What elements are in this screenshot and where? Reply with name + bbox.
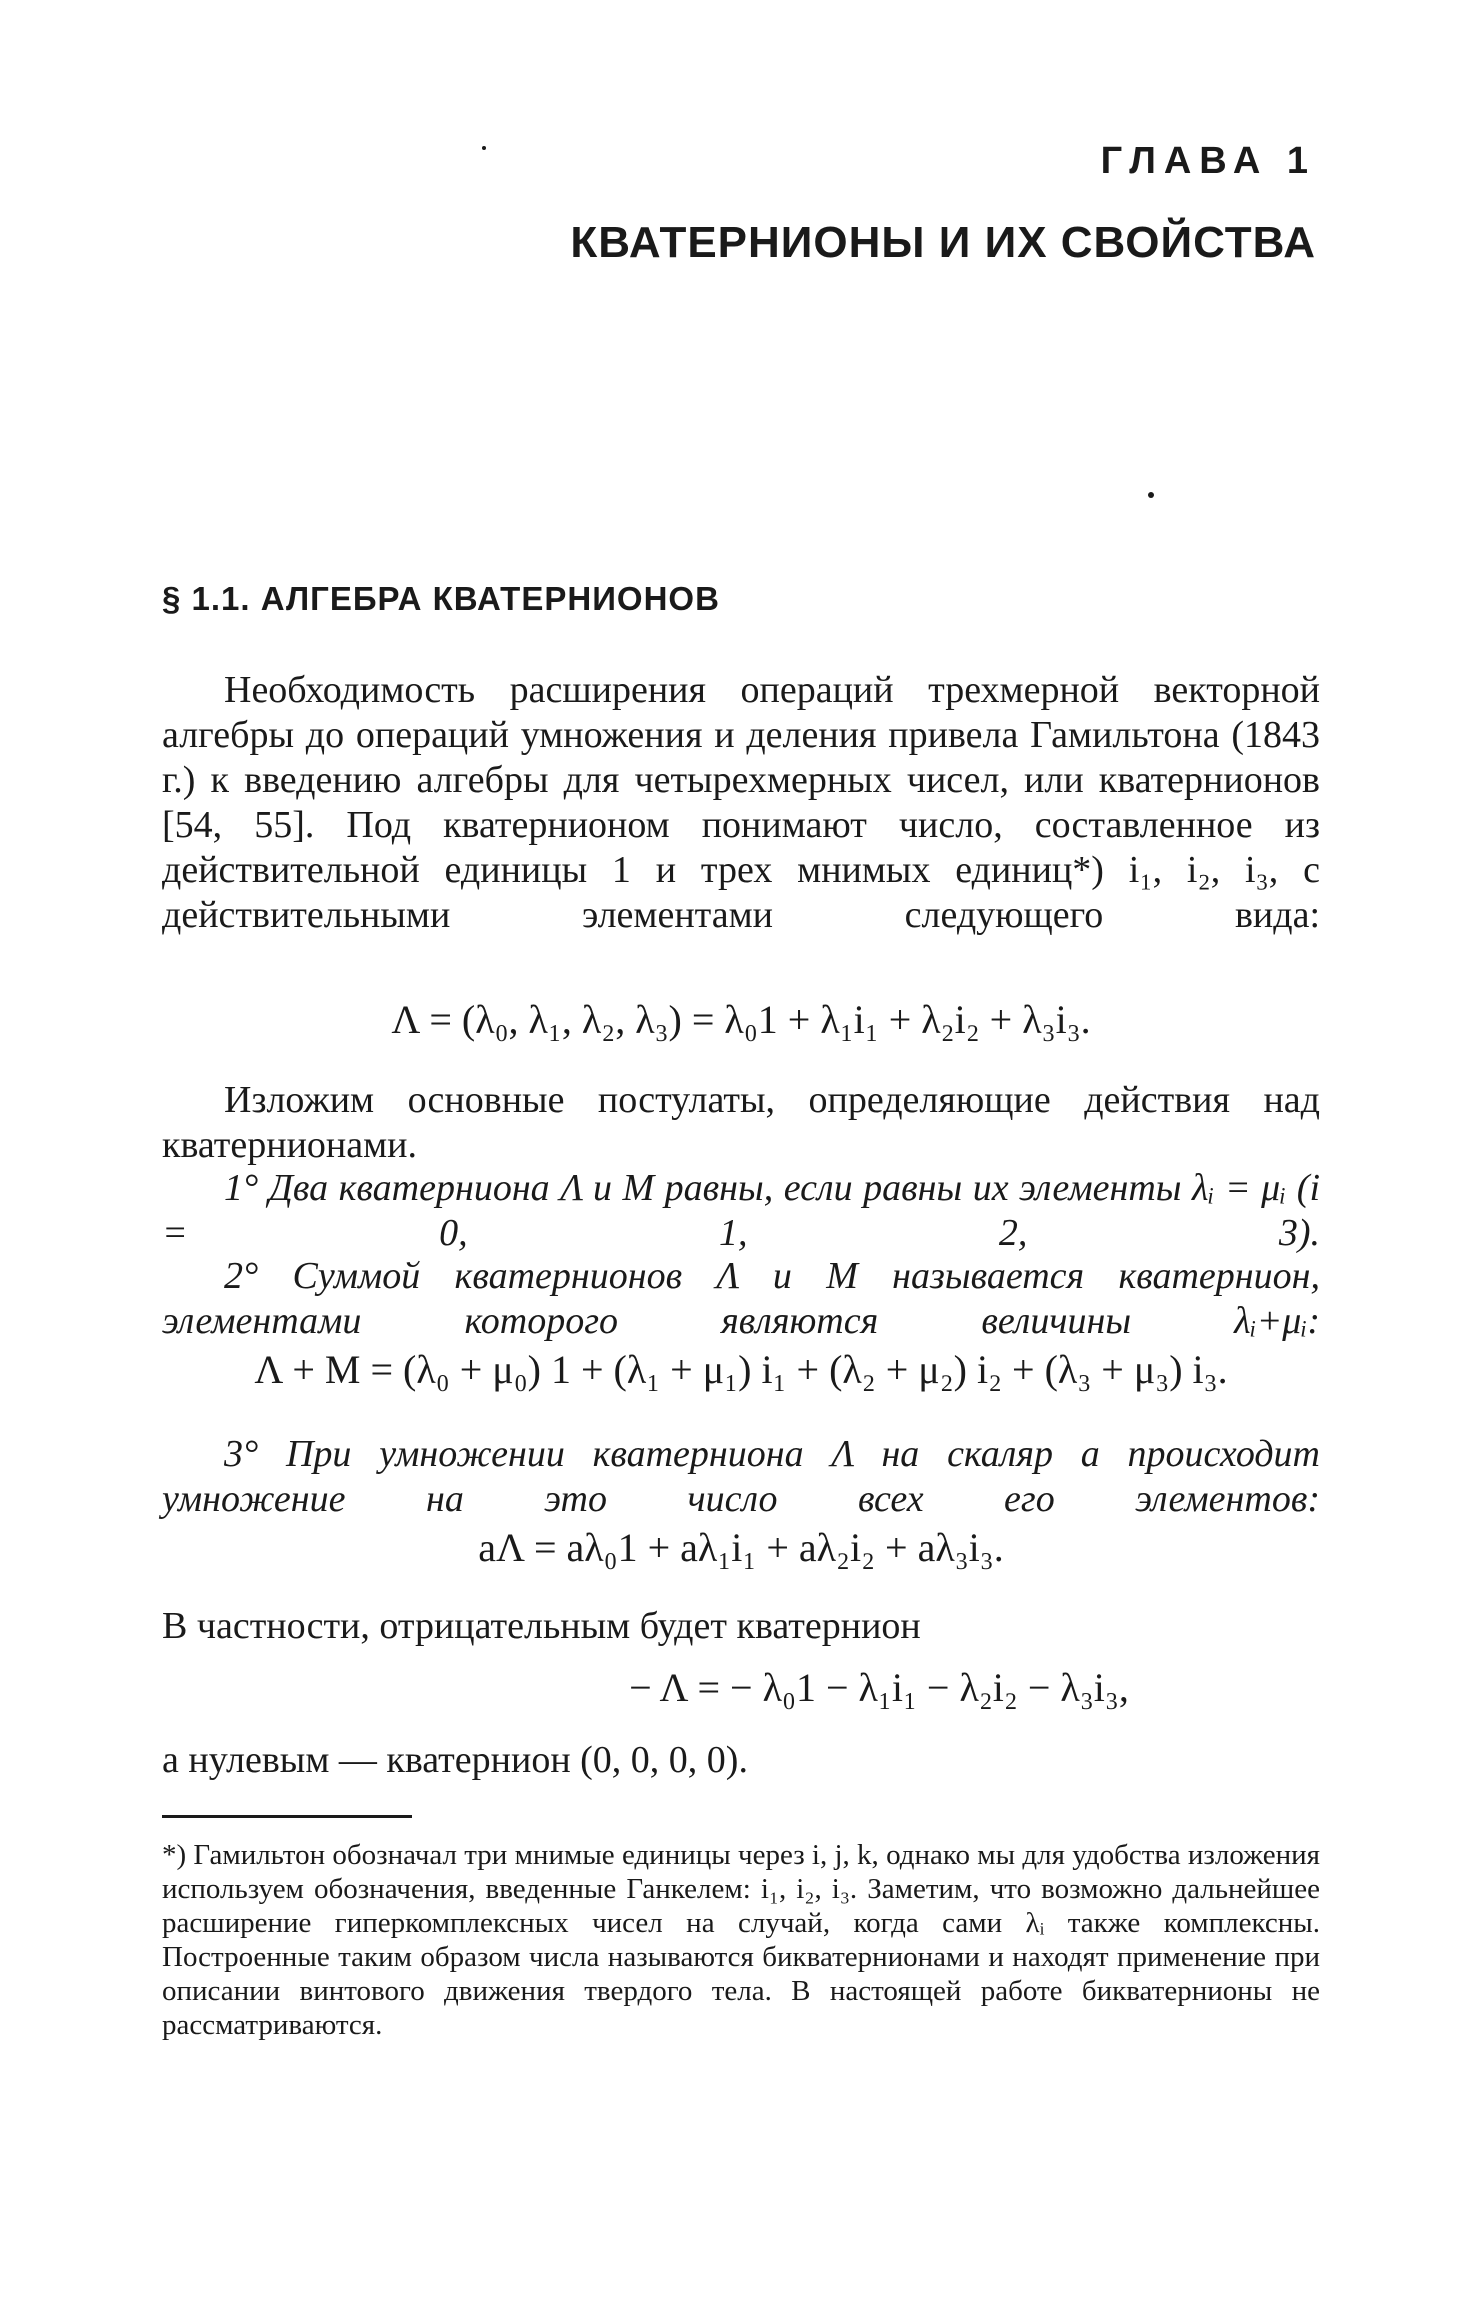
- footnote-divider: [162, 1815, 412, 1818]
- negative-intro: В частности, отрицательным будет кватернион: [162, 1605, 921, 1647]
- print-speck: [1148, 492, 1154, 498]
- postulate-2: 2° Суммой кватернионов Λ и M называется кватернион, элементами которого являются величины λᵢ+μᵢ:: [162, 1255, 1320, 1342]
- chapter-label: ГЛАВА 1: [1100, 140, 1316, 182]
- postulates-intro: Изложим основные постулаты, определяющие действия над кватернионами.: [162, 1079, 1320, 1166]
- formula-scalar: aΛ = aλ₀1 + aλ₁i₁ + aλ₂i₂ + aλ₃i₃.: [478, 1525, 1004, 1570]
- postulate-1: 1° Два кватерниона Λ и M равны, если равны их элементы λᵢ = μᵢ (i = 0, 1, 2, 3).: [162, 1167, 1320, 1254]
- formula-sum: Λ + M = (λ₀ + μ₀) 1 + (λ₁ + μ₁) i₁ + (λ₂ + μ₂) i₂ + (λ₃ + μ₃) i₃.: [254, 1347, 1228, 1392]
- intro-paragraph: Необходимость расширения операций трехмерной векторной алгебры до операций умножения и деления привела Гамильтона (1843 г.) к введению алгебры для четырехмерных чисел, или кватернионов [54, 55]. Под кватернионом понимают число, составленное из действительной единицы 1 и трех мнимых единиц*) i₁, i₂, i₃, с действительными элементами следующего вида:: [162, 669, 1320, 936]
- zero-quaternion-line: а нулевым — кватернион (0, 0, 0, 0).: [162, 1739, 748, 1781]
- formula-definition: Λ = (λ₀, λ₁, λ₂, λ₃) = λ₀1 + λ₁i₁ + λ₂i₂ + λ₃i₃.: [391, 997, 1091, 1042]
- print-speck: [482, 146, 486, 150]
- section-heading: § 1.1. АЛГЕБРА КВАТЕРНИОНОВ: [162, 580, 720, 617]
- postulate-3: 3° При умножении кватерниона Λ на скаляр a происходит умножение на это число всех его элементов:: [162, 1433, 1320, 1520]
- formula-negative: − Λ = − λ₀1 − λ₁i₁ − λ₂i₂ − λ₃i₃,: [629, 1665, 1129, 1710]
- chapter-title: КВАТЕРНИОНЫ И ИХ СВОЙСТВА: [570, 218, 1316, 267]
- footnote: *) Гамильтон обозначал три мнимые единицы через i, j, k, однако мы для удобства изложения используем обозначения, введенные Ганкелем: i₁, i₂, i₃. Заметим, что возможно дальнейшее расширение гиперкомплексных чисел на случай, когда сами λᵢ также комплексны. Построенные таким образом числа называются бикватернионами и находят применение при описании винтового движения твердого тела. В настоящей работе бикватернионы не рассматриваются.: [162, 1839, 1320, 2041]
